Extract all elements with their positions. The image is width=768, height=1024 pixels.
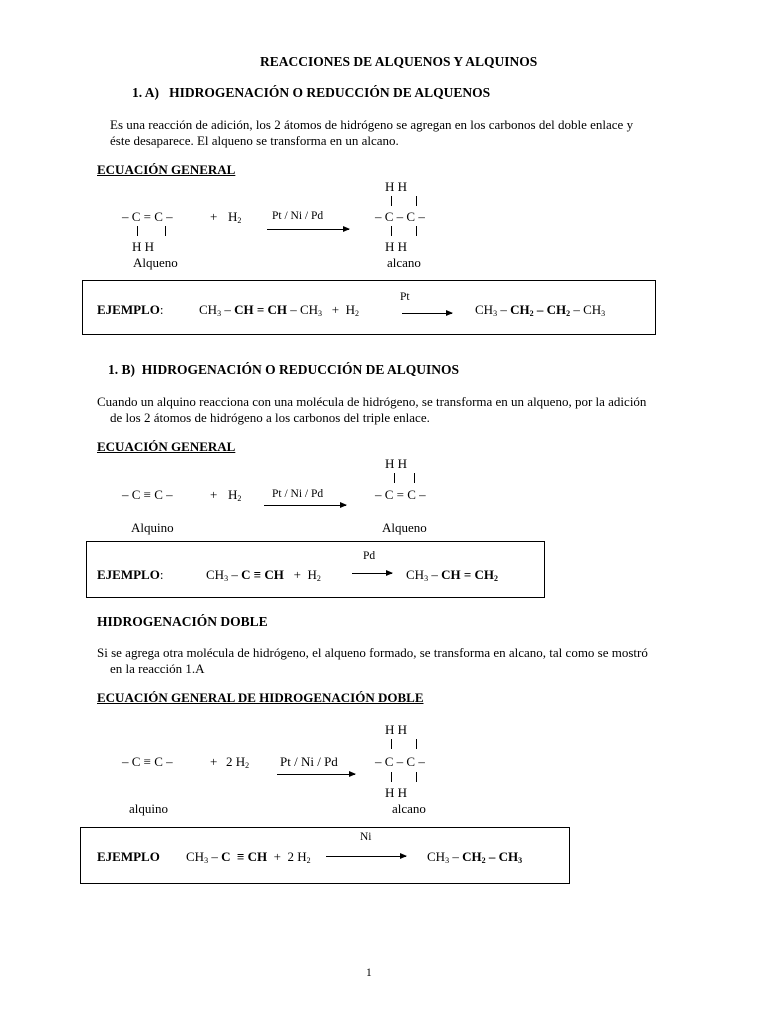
section-1a-paragraph-line2: éste desaparece. El alqueno se transforma en un alcano. [110,133,399,148]
reaction-arrow [267,229,349,230]
reaction-arrow [264,505,346,506]
section-doble-equation-label: ECUACIÓN GENERAL DE HIDROGENACIÓN DOBLE [97,690,424,705]
hydrogen-reagent [228,210,241,223]
product-name: alcano [392,801,426,816]
hydrogen-subscript: 2 [237,216,242,225]
reactant-name: Alqueno [133,255,178,270]
page-number: 1 [366,967,372,979]
product-top-hydrogens: H H [385,722,408,737]
hydrogen-subscript: 2 [237,494,242,503]
example-arrow [326,856,406,857]
example-label: EJEMPLO: [97,302,164,317]
example-catalyst: Ni [360,831,372,843]
section-1a-paragraph-line1: Es una reacción de adición, los 2 átomos de hidrógeno se agregan en los carbonos del doble enlace y [110,117,634,132]
product-name: Alqueno [382,520,427,535]
bond-line [391,739,392,749]
example-label: EJEMPLO: [97,567,164,582]
example-reactants: $CH_3$ – C ≡ CH + $H_2$ [206,567,321,583]
bond-line [416,739,417,749]
example-products: $CH_3 - CH_2 - CH_2 - CH_3$ [475,302,606,318]
example-products: $CH_3$ – CH = $CH_2$ [406,567,498,583]
example-label: EJEMPLO [97,849,160,864]
catalyst-label: Pt / Ni / Pd [272,488,324,500]
reactant-formula: – C = C – [122,209,173,224]
bond-line [394,473,395,483]
catalyst-label: Pt / Ni / Pd [280,754,338,769]
example-catalyst: Pt [400,291,410,303]
bond-line [137,226,138,236]
plus-sign: + [210,209,218,224]
section-1b-paragraph-line1: Cuando un alquino reacciona con una molécula de hidrógeno, se transforma en un alqueno, por la adición [97,394,647,409]
product-name: alcano [387,255,421,270]
catalyst-label: Pt / Ni / Pd [272,210,324,222]
reactant-name: alquino [129,801,168,816]
reactant-formula: – C ≡ C – [122,754,173,769]
bond-line [391,196,392,206]
section-1b-title: HIDROGENACIÓN O REDUCCIÓN DE ALQUINOS [141,362,460,377]
example-reactants: $CH_3$ – C ≡ CH + 2 $H_2$ [186,849,311,865]
bond-line [414,473,415,483]
reactant-name: Alquino [131,520,174,535]
example-arrow [352,573,392,574]
section-doble-heading: HIDROGENACIÓN DOBLE [97,614,268,629]
example-products: $CH_3 - CH_2 - CH_3$ [427,849,523,865]
section-1b-number: 1. B) [108,362,135,377]
section-1b-paragraph-line2: de los 2 átomos de hidrógeno a los carbonos del triple enlace. [110,410,430,425]
bond-line [165,226,166,236]
example-arrow [402,313,452,314]
section-1a-heading [132,86,490,100]
product-top-hydrogens: H H [385,456,408,471]
bond-line [416,226,417,236]
plus-sign: + [210,487,218,502]
example-reactants: $CH_3$ – CH = CH – $CH_3 + H_2$ [199,302,360,318]
product-bottom-hydrogens: H H [385,239,408,254]
hydrogen-symbol: 2 H [226,754,246,769]
section-doble-paragraph-line2: en la reacción 1.A [110,661,205,676]
section-1a-title: HIDROGENACIÓN O REDUCCIÓN DE ALQUENOS [169,85,491,100]
plus-sign: + [210,754,218,769]
section-1a-equation-label: ECUACIÓN GENERAL [97,162,236,177]
section-1a-number: 1. A) [132,85,159,100]
hydrogen-symbol: H [228,209,238,224]
hydrogen-subscript: 2 [245,761,250,770]
product-top-hydrogens: H H [385,179,408,194]
bond-line [391,226,392,236]
product-formula: – C – C – [375,754,425,769]
hydrogen-reagent [226,755,249,768]
reactant-formula: – C ≡ C – [122,487,173,502]
product-bottom-hydrogens: H H [385,785,408,800]
reaction-arrow [277,774,355,775]
page-title: REACCIONES DE ALQUENOS Y ALQUINOS [260,54,538,69]
product-formula: – C – C – [375,209,425,224]
section-1b-equation-label: ECUACIÓN GENERAL [97,439,236,454]
hydrogen-reagent [228,488,241,501]
section-doble-paragraph-line1: Si se agrega otra molécula de hidrógeno, el alqueno formado, se transforma en alcano, tal como se mostró [97,645,648,660]
bond-line [391,772,392,782]
bond-line [416,772,417,782]
product-formula: – C = C – [375,487,426,502]
section-1b-heading [108,363,459,377]
bond-line [416,196,417,206]
example-catalyst: Pd [363,550,376,562]
reactant-bottom-hydrogens: H H [132,239,155,254]
hydrogen-symbol: H [228,487,238,502]
